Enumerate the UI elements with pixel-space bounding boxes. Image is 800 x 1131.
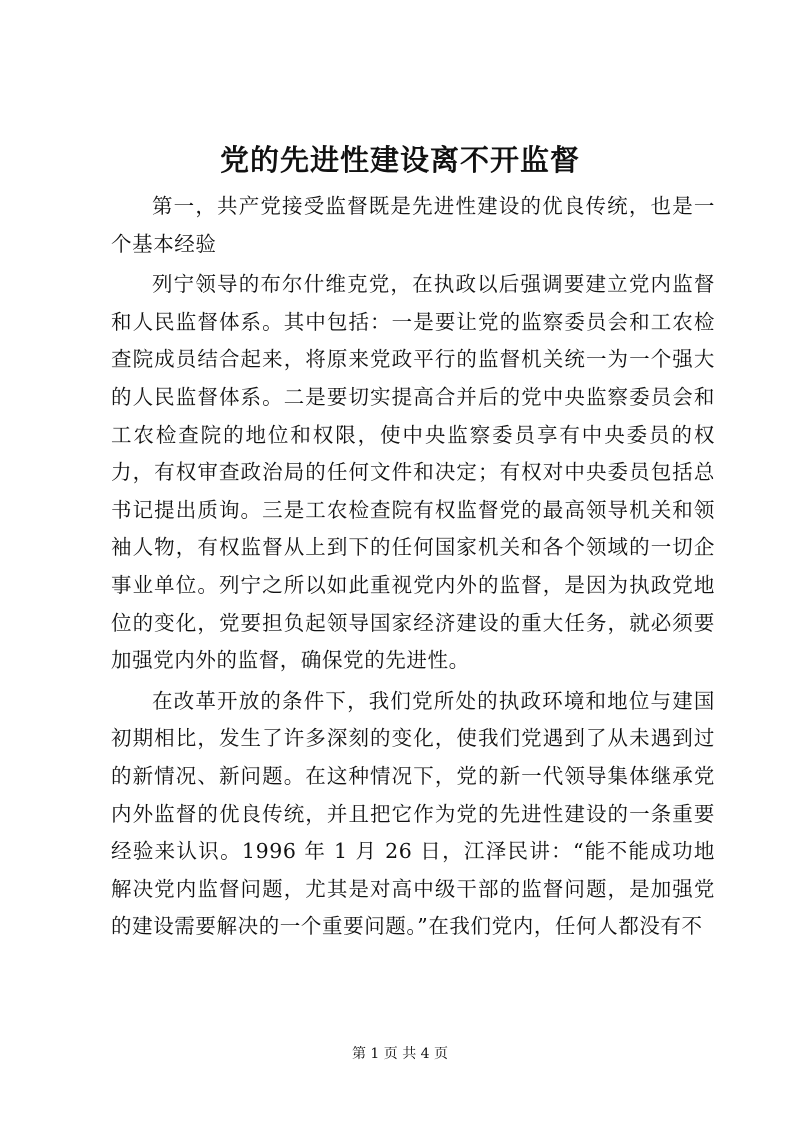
document-title: 党的先进性建设离不开监督 bbox=[219, 143, 580, 177]
page-footer: 第 1 页 共 4 页 bbox=[351, 1046, 449, 1062]
document-body bbox=[111, 188, 715, 949]
paragraph: 列宁领导的布尔什维克党，在执政以后强调要建立党内监督和人民监督体系。其中包括：一是要让党的监察委员会和工农检查院成员结合起来，将原来党政平行的监督机关统一为一个强大的人民监督体系。二是要切实提高合并后的党中央监察委员会和工农检查院的地位和权限，使中央监察委员享有中央委员的权力，有权审查政治局的任何文件和决定；有权对中央委员包括总书记提出质询。三是工农检查院有权监督党的最高领导机关和领袖人物，有权监督从上到下的任何国家机关和各个领域的一切企事业单位。列宁之所以如此重视党内外的监督，是因为执政党地位的变化，党要担负起领导国家经济建设的重大任务，就必须要加强党内外的监督，确保党的先进性。 bbox=[111, 272, 715, 673]
paragraph: 在改革开放的条件下，我们党所处的执政环境和地位与建国初期相比，发生了许多深刻的变化，使我们党遇到了从未遇到过的新情况、新问题。在这种情况下，党的新一代领导集体继承党内外监督的优良传统，并且把它作为党的先进性建设的一条重要经验来认识。1996 年 1 月 26 日，江泽民讲：“能不能成功地解决党内监督问题，尤其是对高中级干部的监督问题，是加强党的建设需要解决的一个重要问题。”在我们党内，任何人都没有不 bbox=[111, 688, 715, 939]
paragraph: 第一，共产党接受监督既是先进性建设的优良传统，也是一个基本经验 bbox=[111, 194, 715, 256]
